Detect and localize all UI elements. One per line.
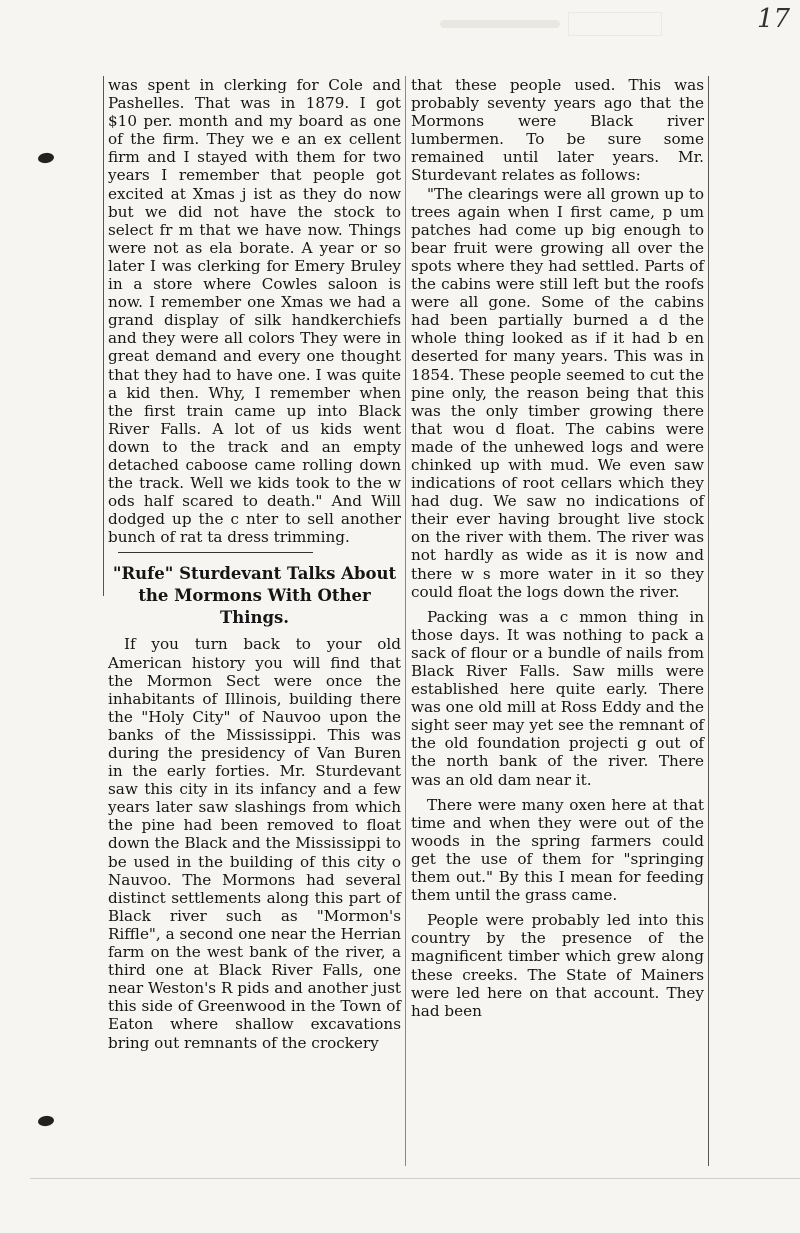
right-column bbox=[411, 76, 704, 1020]
article-body-paragraph: that these people used. This was probably seventy years ago that the Mormons were Black river lumbermen. To be sure some remained until later years. Mr. Sturdevant relates as follows: bbox=[411, 76, 704, 185]
page-number: 17 bbox=[757, 4, 791, 34]
punch-hole-icon bbox=[37, 1115, 54, 1127]
right-margin-bracket bbox=[708, 76, 709, 1166]
article-body-paragraph: "The clearings were all grown up to trees again when I first came, p um patches had come up big enough to bear fruit were growing all over the spots where they had settled. Parts of the cabins were still left but the roofs were all gone. Some of the cabins had been partially burned a d the whole thing looked as if it had b en deserted for many years. This was in 1854. These people seemed to cut the pine only, the reason being that this was the only timber growing there that wou d float. The cabins were made of the unhewed logs and were chinked up with mud. We even saw indications of root cellars which they had dug. We saw no indications of their ever having brought live stock on the river with them. The river was not hardly as wide as it is now and there w s more water in it so they could float the logs down the river. bbox=[411, 184, 704, 601]
column-divider bbox=[405, 76, 406, 1166]
article-body-paragraph: People were probably led into this country by the presence of the magnificent timber which grew along these creeks. The State of Mainers were led here on that account. They had been bbox=[411, 911, 704, 1020]
article-end-rule bbox=[118, 552, 313, 553]
article-body-paragraph: Packing was a c mmon thing in those days. It was nothing to pack a sack of flour or a bundle of nails from Black River Falls. Saw mills were established here quite early. There was one old mill at Ross Eddy and the sight seer may yet see the remnant of the old foundation projecti g out of the north bank of the river. There was an old dam near it. bbox=[411, 607, 704, 789]
left-margin-bracket bbox=[103, 76, 104, 596]
article-body-paragraph: There were many oxen here at that time and when they were out of the woods in the spring farmers could get the use of them for "springing them out." By this I mean for feeding them until the grass came. bbox=[411, 795, 704, 905]
left-column bbox=[108, 76, 401, 1052]
scan-smudge bbox=[440, 20, 560, 28]
article-continuation-text: was spent in clerking for Cole and Pashelles. That was in 1879. I got $10 per. month and my board as one of the firm. They we e an ex cellent firm and I stayed with them for two years I remember that people got excited at Xmas j ist as they do now but we did not have the stock to select fr m that we have now. Things were not as ela borate. A year or so later I was clerking for Emery Bruley in a store where Cowles saloon is now. I remember one Xmas we had a grand display of silk handkerchiefs and they were all colors They were in great demand and every one thought that they had to have one. I was quite a kid then. Why, I remember when the first train came up into Black River Falls. A lot of us kids went down to the track and an empty detached caboose came rolling down the track. Well we kids took to the w ods half scared to death." And Will dodged up the c nter to sell another bunch of rat ta dress trimming. bbox=[108, 76, 401, 547]
page-bottom-rule bbox=[30, 1178, 800, 1179]
article-body-paragraph: If you turn back to your old American history you will find that the Mormon Sect were once the inhabitants of Illinois, building there the "Holy City" of Nauvoo upon the banks of the Mississippi. This was during the presidency of Van Buren in the early forties. Mr. Sturdevant saw this city in its infancy and a few years later saw slashings from which the pine had been removed to float down the Black and the Mississippi to be used in the building of this city o Nauvoo. The Mormons had several distinct settlements along this part of Black river such as "Mormon's Riffle", a second one near the Herrian farm on the west bank of the river, a third one at Black River Falls, one near Weston's R pids and another just this side of Greenwood in the Town of Eaton where shallow excavations bring out remnants of the crockery bbox=[108, 635, 402, 1052]
faded-stamp bbox=[568, 12, 662, 36]
punch-hole-icon bbox=[37, 152, 54, 164]
article-headline: "Rufe" Sturdevant Talks About the Mormons With Other Things. bbox=[112, 564, 397, 628]
